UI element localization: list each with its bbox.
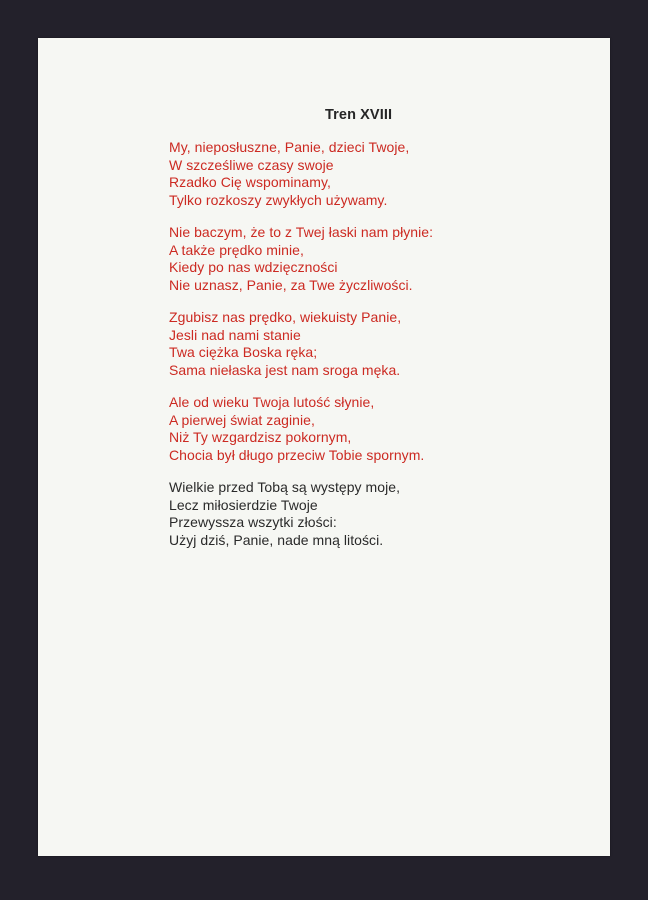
poem-line: A pierwej świat zaginie,: [169, 411, 315, 428]
poem-line: Jesli nad nami stanie: [169, 326, 301, 343]
poem-line: Chocia był długo przeciw Tobie spornym.: [169, 446, 425, 463]
poem-line: Tylko rozkoszy zwykłych używamy.: [169, 191, 388, 208]
stanza-5: [169, 479, 589, 549]
poem-line: My, nieposłuszne, Panie, dzieci Twoje,: [169, 139, 410, 155]
poem-line: Niż Ty wzgardzisz pokornym,: [169, 429, 352, 445]
poem-line: Zgubisz nas prędko, wiekuisty Panie,: [169, 309, 402, 325]
poem-line: Rzadko Cię wspominamy,: [169, 174, 331, 190]
poem-line: Sama niełaska jest nam sroga męka.: [169, 361, 401, 378]
poem-line: W szcześliwe czasy swoje: [169, 156, 334, 173]
poem-title: Tren XVIII: [325, 107, 393, 123]
poem-line: Kiedy po nas wdzięczności: [169, 259, 338, 275]
poem-line: Przewyssza wszytki złości:: [169, 514, 337, 530]
stanza-2: [169, 224, 589, 294]
paper-sheet: [38, 38, 610, 856]
poem-line: Użyj dziś, Panie, nade mną litości.: [169, 531, 384, 548]
poem-line: Nie uznasz, Panie, za Twe życzliwości.: [169, 276, 413, 293]
poem-line: Ale od wieku Twoja lutość słynie,: [169, 394, 375, 410]
poem-line: Twa ciężka Boska ręka;: [169, 344, 318, 360]
stanza-3: [169, 309, 589, 379]
poem-body: [169, 139, 589, 564]
poem-line: Lecz miłosierdzie Twoje: [169, 496, 318, 513]
poem-line: Wielkie przed Tobą są występy moje,: [169, 479, 401, 495]
poem-line: Nie baczym, że to z Twej łaski nam płynie:: [169, 224, 434, 240]
stanza-1: [169, 139, 589, 209]
poem-line: A także prędko minie,: [169, 241, 304, 258]
stanza-4: [169, 394, 589, 464]
